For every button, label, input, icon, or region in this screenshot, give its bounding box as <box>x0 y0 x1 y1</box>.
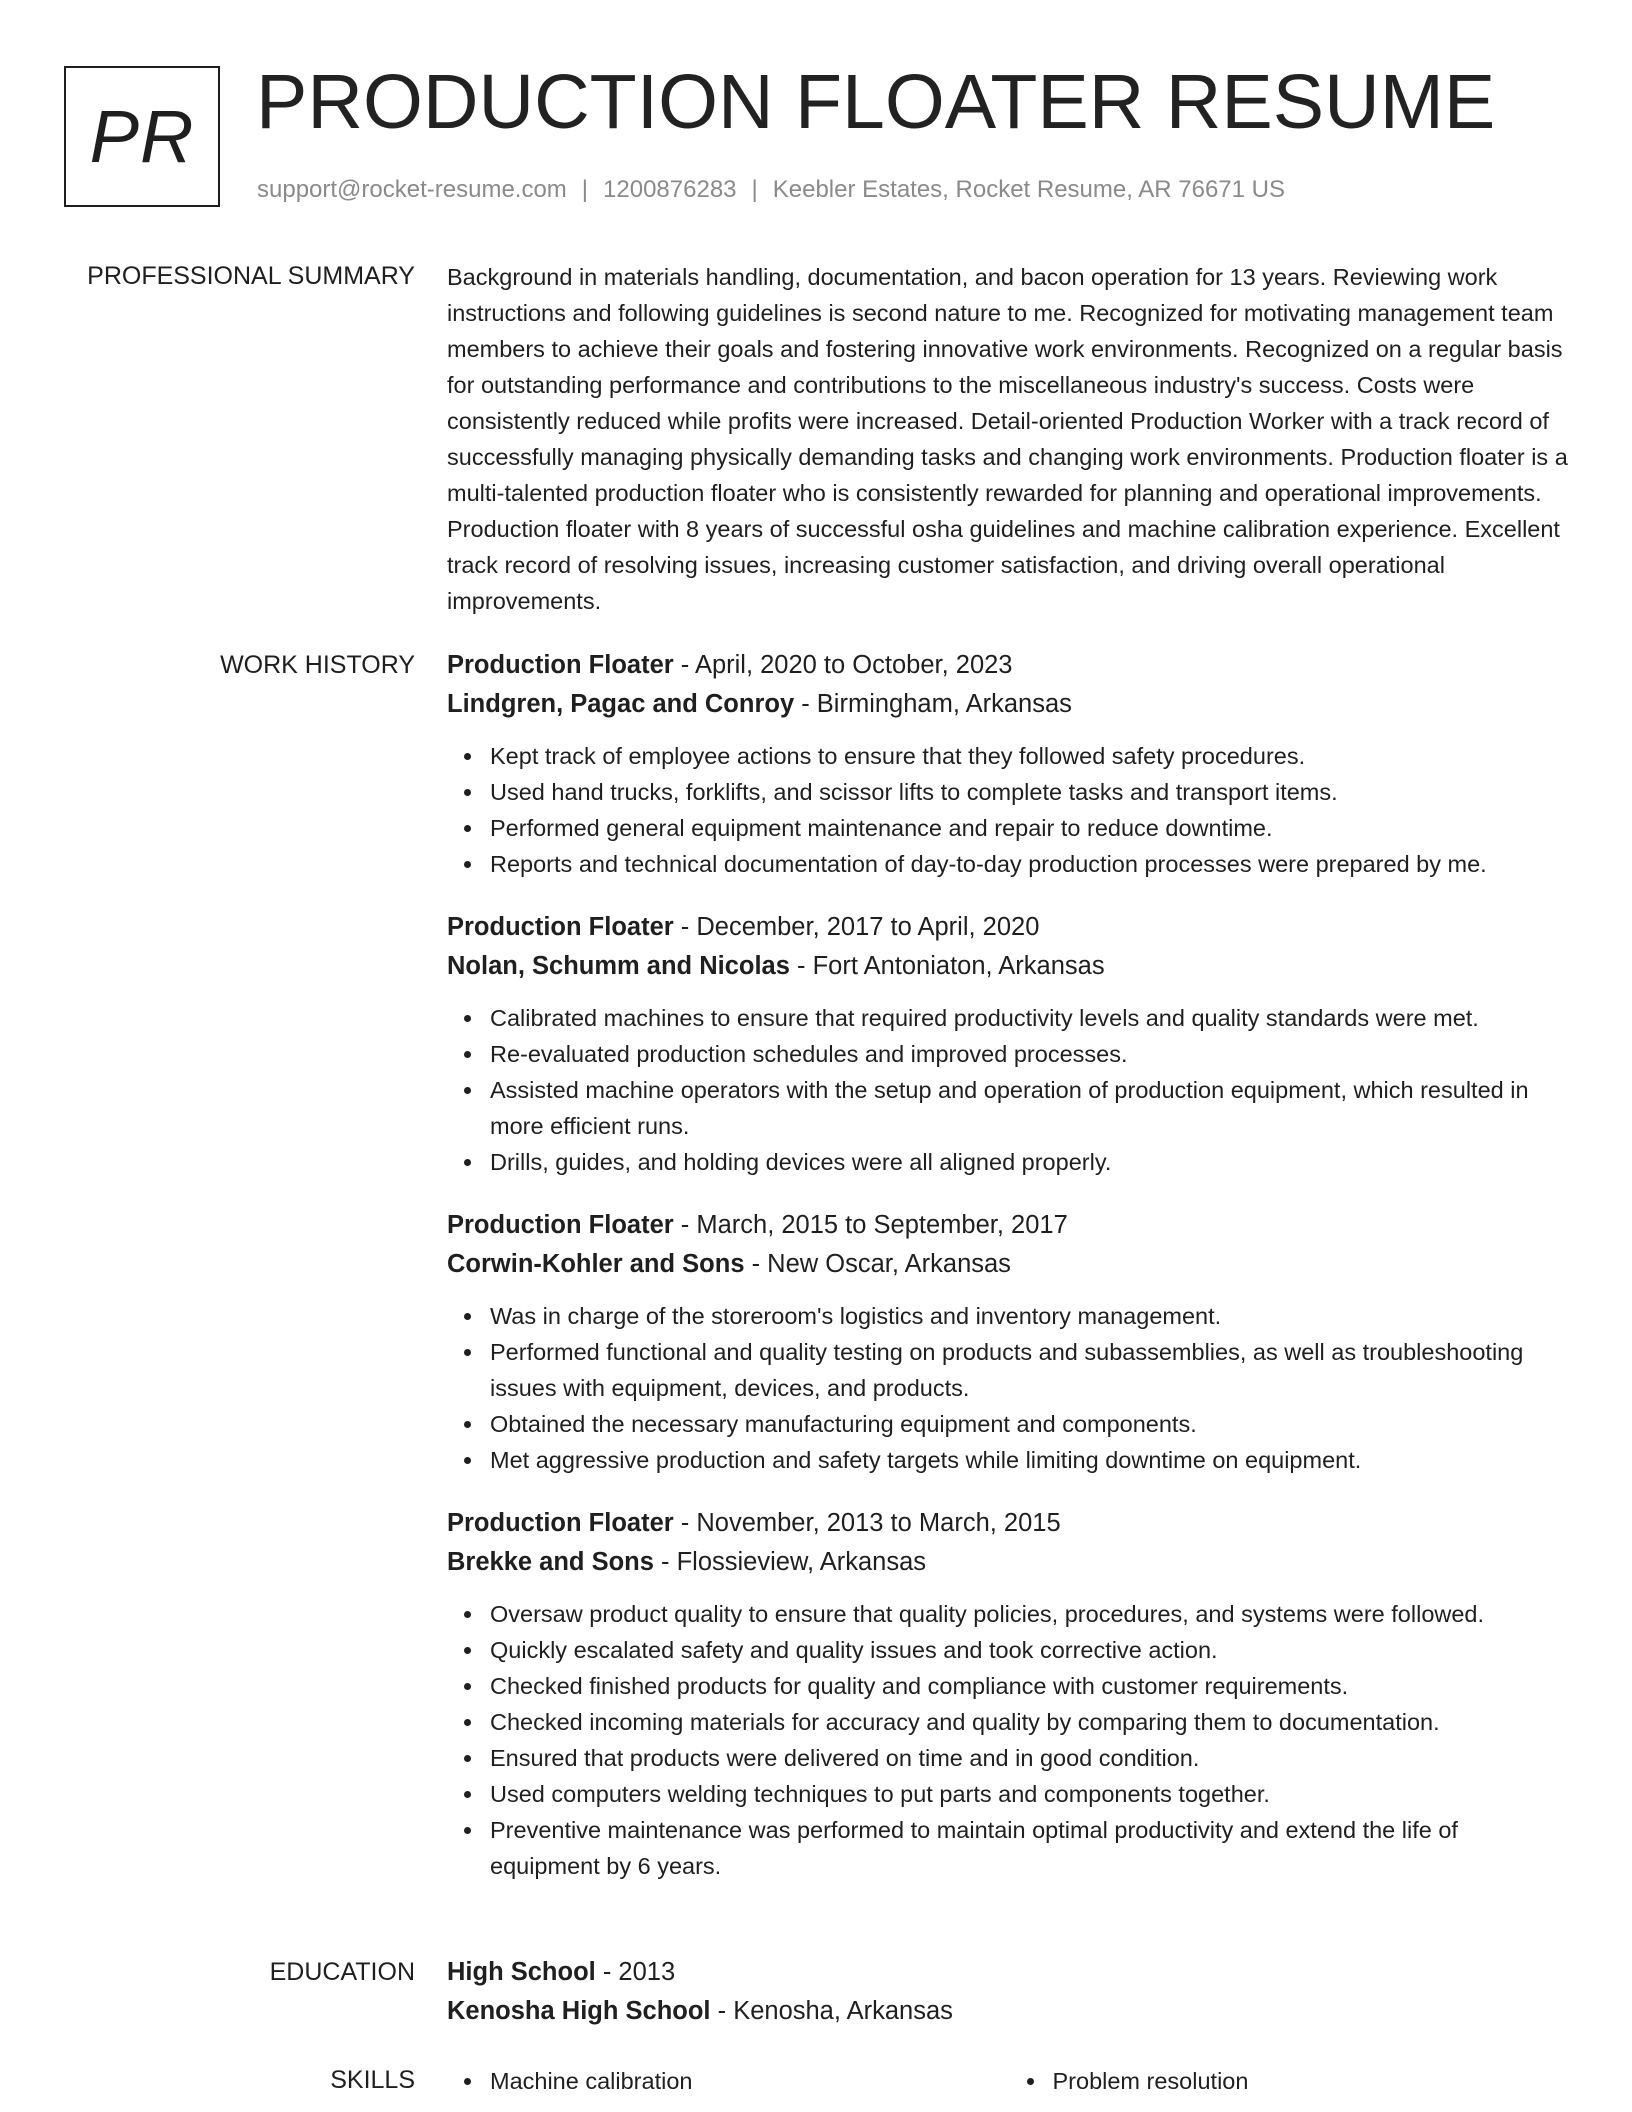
monogram-badge <box>64 66 220 207</box>
job-title: Production Floater <box>447 913 674 941</box>
job-bullet: Assisted machine operators with the setup and operation of production equipment, which resulted in more efficient runs. <box>490 1072 1572 1144</box>
job-bullet: Used hand trucks, forklifts, and scissor lifts to complete tasks and transport items. <box>490 774 1572 810</box>
job-company: Corwin-Kohler and Sons <box>447 1250 745 1278</box>
job-location: - Fort Antoniaton, Arkansas <box>789 952 1105 980</box>
job-bullets <box>447 1298 1572 1478</box>
job-company-line <box>447 947 1572 986</box>
job-bullet: Performed general equipment maintenance and repair to reduce downtime. <box>490 810 1572 846</box>
job-location: - Birmingham, Arkansas <box>794 690 1072 718</box>
skills-body <box>447 2063 1572 2099</box>
job-title-line <box>447 1504 1572 1543</box>
summary-heading: PROFESSIONAL SUMMARY <box>87 262 415 290</box>
job-bullet: Obtained the necessary manufacturing equipment and components. <box>490 1406 1572 1442</box>
job-bullet: Quickly escalated safety and quality issues and took corrective action. <box>490 1632 1572 1668</box>
contact-separator: | <box>581 176 589 203</box>
education-heading: EDUCATION <box>269 1958 415 1986</box>
monogram-initials: PR <box>89 95 195 178</box>
job-dates: - April, 2020 to October, 2023 <box>673 651 1013 679</box>
job-entry <box>447 646 1572 882</box>
job-bullet: Calibrated machines to ensure that required productivity levels and quality standards were met. <box>490 1000 1572 1036</box>
job-bullet: Met aggressive production and safety targets while limiting downtime on equipment. <box>490 1442 1572 1478</box>
job-entry <box>447 908 1572 1180</box>
job-company-line <box>447 1543 1572 1582</box>
job-location: - Flossieview, Arkansas <box>653 1548 927 1576</box>
education-school-line <box>447 1992 1572 2031</box>
job-bullet: Preventive maintenance was performed to maintain optimal productivity and extend the life of equipment by 6 years. <box>490 1812 1572 1884</box>
job-title: Production Floater <box>447 651 674 679</box>
education-degree-line <box>447 1953 1572 1992</box>
job-title-line <box>447 646 1572 685</box>
job-bullet: Used computers welding techniques to put parts and components together. <box>490 1776 1572 1812</box>
job-bullet: Checked incoming materials for accuracy and quality by comparing them to documentation. <box>490 1704 1572 1740</box>
job-entry <box>447 1206 1572 1478</box>
job-bullet: Ensured that products were delivered on time and in good condition. <box>490 1740 1572 1776</box>
contact-separator: | <box>751 176 758 203</box>
skills-columns <box>447 2063 1572 2099</box>
skills-heading: SKILLS <box>330 2066 415 2094</box>
job-company: Brekke and Sons <box>447 1548 654 1576</box>
job-company-line <box>447 685 1572 724</box>
job-company-line <box>447 1245 1572 1284</box>
job-bullet: Reports and technical documentation of day-to-day production processes were prepared by me. <box>490 846 1572 882</box>
contact-email[interactable]: support@rocket-resume.com <box>257 176 567 203</box>
education-location: - Kenosha, Arkansas <box>710 1997 953 2025</box>
job-company: Lindgren, Pagac and Conroy <box>447 690 795 718</box>
skills-column-right <box>1010 2063 1573 2099</box>
contact-line <box>257 174 1285 206</box>
job-dates: - March, 2015 to September, 2017 <box>673 1211 1068 1239</box>
job-entry <box>447 1504 1572 1884</box>
job-bullet: Was in charge of the storeroom's logistics and inventory management. <box>490 1298 1572 1334</box>
job-bullet: Drills, guides, and holding devices were all aligned properly. <box>490 1144 1572 1180</box>
summary-text: Background in materials handling, documentation, and bacon operation for 13 years. Reviewing work instructions and following guidelines is second nature to me. Recognized for motivating management team members to achieve their goals and fostering innovative work environments. Recognized on a regular basis for outstanding performance and contributions to the miscellaneous industry's success. Costs were consistently reduced while profits were increased. Detail-oriented Production Worker with a track record of successfully managing physically demanding tasks and changing work environments. Production floater is a multi-talented production floater who is consistently rewarded for planning and operational improvements. Production floater with 8 years of successful osha guidelines and machine calibration experience. Excellent track record of resolving issues, increasing customer satisfaction, and driving overall operational improvements. <box>447 264 1568 614</box>
summary-body <box>447 259 1572 619</box>
job-title: Production Floater <box>447 1509 674 1537</box>
job-company: Nolan, Schumm and Nicolas <box>447 952 790 980</box>
job-title-line <box>447 1206 1572 1245</box>
education-body <box>447 1953 1572 2031</box>
job-bullet: Kept track of employee actions to ensure that they followed safety procedures. <box>490 738 1572 774</box>
work-history-heading: WORK HISTORY <box>220 651 415 679</box>
job-bullets <box>447 738 1572 882</box>
job-bullet: Oversaw product quality to ensure that quality policies, procedures, and systems were followed. <box>490 1596 1572 1632</box>
job-bullets <box>447 1000 1572 1180</box>
education-school: Kenosha High School <box>447 1997 711 2025</box>
resume-title: PRODUCTION FLOATER RESUME <box>256 59 1496 145</box>
skills-column-left <box>447 2063 1010 2099</box>
contact-phone[interactable]: 1200876283 <box>603 176 737 203</box>
job-location: - New Oscar, Arkansas <box>744 1250 1011 1278</box>
education-degree: High School <box>447 1958 596 1986</box>
education-year: - 2013 <box>595 1958 676 1986</box>
job-bullet: Checked finished products for quality and compliance with customer requirements. <box>490 1668 1572 1704</box>
job-bullet: Performed functional and quality testing on products and subassemblies, as well as troubleshooting issues with equipment, devices, and products. <box>490 1334 1572 1406</box>
job-title-line <box>447 908 1572 947</box>
job-title: Production Floater <box>447 1211 674 1239</box>
contact-address: Keebler Estates, Rocket Resume, AR 76671 US <box>772 176 1286 203</box>
job-bullets <box>447 1596 1572 1884</box>
skill-item: Problem resolution <box>1053 2063 1573 2099</box>
job-dates: - November, 2013 to March, 2015 <box>673 1509 1061 1537</box>
work-history-body <box>447 646 1572 1910</box>
job-bullet: Re-evaluated production schedules and improved processes. <box>490 1036 1572 1072</box>
job-dates: - December, 2017 to April, 2020 <box>673 913 1040 941</box>
skill-item: Machine calibration <box>490 2063 1010 2099</box>
